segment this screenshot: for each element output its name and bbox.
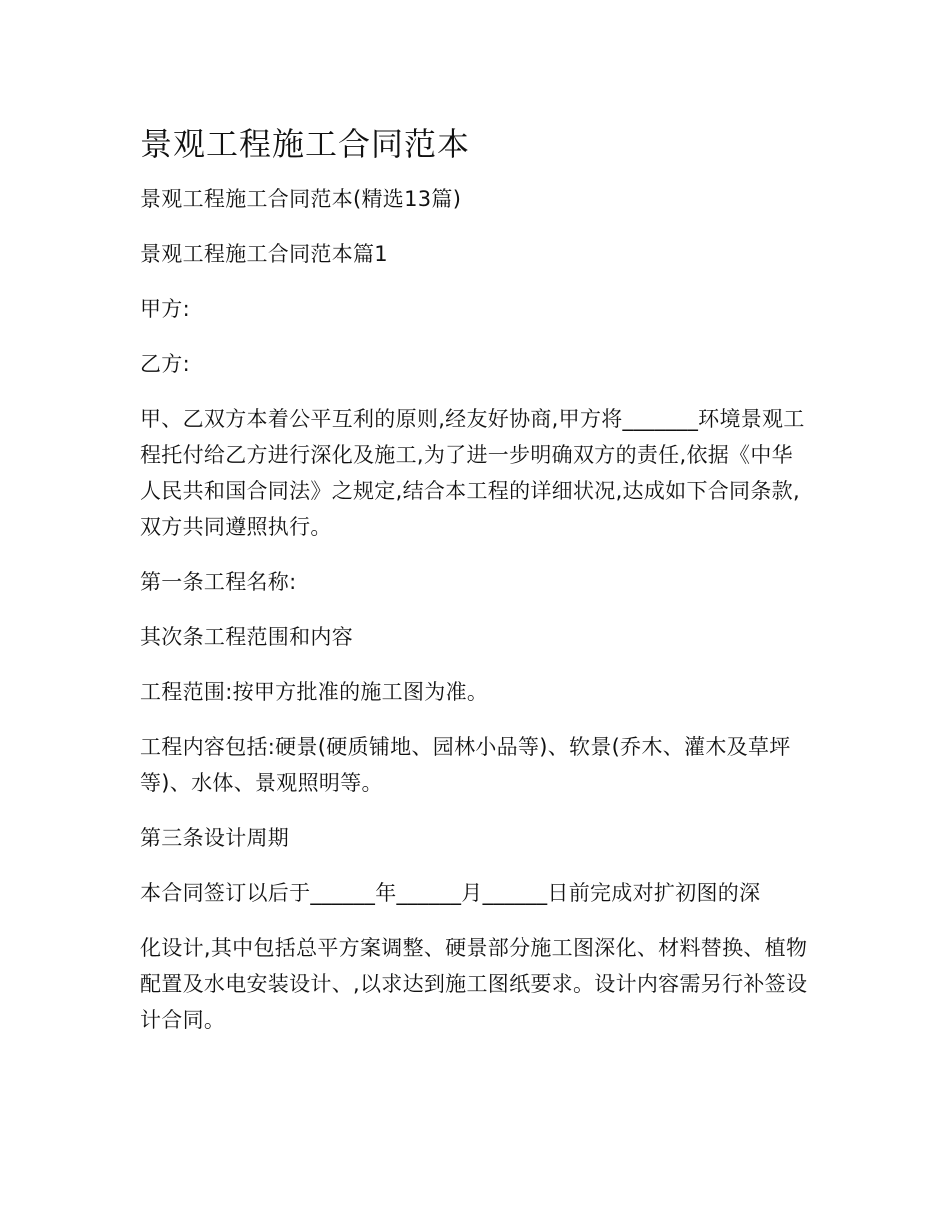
preamble-paragraph: 甲、乙双方本着公平互利的原则,经友好协商,甲方将_______环境景观工程托付给乙方进行深化及施工,为了进一步明确双方的责任,依据《中华人民共和国合同法》之规定,结合本工程的详细状况,达成如下合同条款,双方共同遵照执行。 — [140, 407, 805, 539]
content-paragraph: 工程内容包括:硬景(硬质铺地、园林小品等)、软景(乔木、灌木及草坪等)、水体、景观照明等。 — [140, 735, 791, 795]
design-period-paragraph: 本合同签订以后于______年______月______日前完成对扩初图的深 — [140, 881, 761, 905]
document-title: 景观工程施工合同范本 — [140, 125, 471, 163]
section-heading: 景观工程施工合同范本篇1 — [140, 242, 388, 266]
document-page — [140, 118, 810, 1057]
party-a-line: 甲方: — [140, 297, 190, 321]
article-2-heading: 其次条工程范围和内容 — [140, 625, 353, 649]
party-b-line: 乙方: — [140, 352, 190, 376]
scope-paragraph: 工程范围:按甲方批准的施工图为准。 — [140, 680, 489, 704]
article-1-heading: 第一条工程名称: — [140, 570, 297, 594]
design-detail-paragraph: 化设计,其中包括总平方案调整、硬景部分施工图深化、材料替换、植物配置及水电安装设计、,以求达到施工图纸要求。设计内容需另行补签设计合同。 — [140, 936, 808, 1032]
subtitle: 景观工程施工合同范本(精选13篇) — [140, 187, 462, 211]
article-3-heading: 第三条设计周期 — [140, 826, 290, 850]
